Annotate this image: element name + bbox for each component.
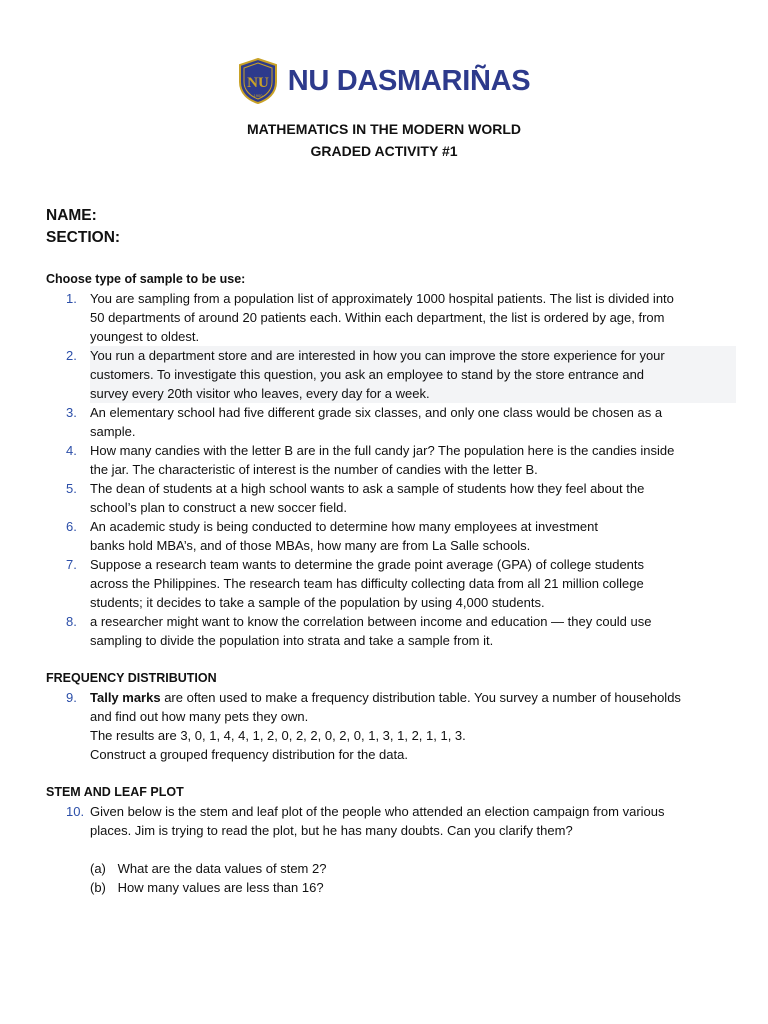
- list-item: [46, 688, 736, 764]
- item-text: the jar. The characteristic of interest is the number of candies with the letter B.: [90, 462, 538, 477]
- sub-text: How many values are less than 16?: [117, 880, 324, 895]
- item-text: a researcher might want to know the correlation between income and education — they could use: [90, 614, 652, 629]
- item-text: Suppose a research team wants to determine the grade point average (GPA) of college students: [90, 557, 645, 572]
- item-text: school’s plan to construct a new soccer field.: [90, 500, 348, 515]
- name-label: NAME:: [46, 207, 97, 224]
- item-text: An academic study is being conducted to determine how many employees at investment: [90, 519, 598, 534]
- item-number: 3.: [66, 405, 77, 420]
- item-text: across the Philippines. The research team has difficulty collecting data from all 21 million college: [90, 576, 644, 591]
- item-text: The dean of students at a high school wants to ask a sample of students how they feel about the: [90, 481, 645, 496]
- list-item: [46, 346, 736, 403]
- item-number: 7.: [66, 557, 77, 572]
- sub-question: [90, 859, 736, 878]
- document-body: [46, 270, 736, 897]
- list-item: [46, 289, 736, 346]
- sub-label: (b): [90, 880, 106, 895]
- sub-question-list: [90, 859, 736, 897]
- section-label: SECTION:: [46, 229, 121, 246]
- list-item: [46, 479, 736, 517]
- item-text: youngest to oldest.: [90, 329, 200, 344]
- item-text: 50 departments of around 20 patients each. Within each department, the list is ordered by age, from: [90, 310, 665, 325]
- item-text: An elementary school had five different grade six classes, and only one class would be chosen as a: [90, 405, 663, 420]
- seal-year: 1900: [253, 93, 263, 98]
- list-item: [46, 441, 736, 479]
- item-text: survey every 20th visitor who leaves, every day for a week.: [90, 384, 736, 403]
- item-number: 2.: [66, 348, 77, 363]
- item-text: are often used to make a frequency distribution table. You survey a number of households: [160, 690, 681, 705]
- seal-letters: NU: [246, 75, 269, 91]
- item-text: The results are 3, 0, 1, 4, 4, 1, 2, 0, 2, 2, 0, 2, 0, 1, 3, 1, 2, 1, 1, 3.: [90, 728, 466, 743]
- course-title: MATHEMATICS IN THE MODERN WORLD: [246, 121, 521, 137]
- item-text: students; it decides to take a sample of the population by using 4,000 students.: [90, 595, 545, 610]
- list-item: [46, 403, 736, 441]
- sampling-heading: Choose type of sample to be use:: [46, 272, 246, 286]
- item-text: sampling to divide the population into strata and take a sample from it.: [90, 633, 494, 648]
- document-header: [0, 58, 768, 104]
- item-number: 9.: [66, 690, 77, 705]
- university-seal-icon: [238, 58, 278, 104]
- stem-leaf-heading: STEM AND LEAF PLOT: [46, 785, 184, 799]
- item-text: Construct a grouped frequency distribution for the data.: [90, 747, 408, 762]
- list-item: [46, 555, 736, 612]
- sampling-question-list: [46, 289, 736, 650]
- stem-leaf-question-list: [46, 802, 736, 897]
- org-name: NU DASMARIÑAS: [287, 64, 531, 97]
- item-text: You are sampling from a population list of approximately 1000 hospital patients. The list is divided into: [90, 291, 674, 306]
- frequency-heading: FREQUENCY DISTRIBUTION: [46, 671, 217, 685]
- item-number: 5.: [66, 481, 77, 496]
- item-text: How many candies with the letter B are in the full candy jar? The population here is the candies inside: [90, 443, 675, 458]
- list-item: [46, 517, 736, 555]
- student-info-fields: [46, 205, 120, 249]
- item-number: 1.: [66, 291, 77, 306]
- list-item: [46, 802, 736, 897]
- item-text: banks hold MBA’s, and of those MBAs, how many are from La Salle schools.: [90, 538, 531, 553]
- item-number: 8.: [66, 614, 77, 629]
- item-text: sample.: [90, 424, 136, 439]
- item-text: Given below is the stem and leaf plot of the people who attended an election campaign from various: [90, 804, 665, 819]
- sub-label: (a): [90, 861, 106, 876]
- item-number: 6.: [66, 519, 77, 534]
- activity-title: GRADED ACTIVITY #1: [310, 143, 458, 159]
- frequency-question-list: [46, 688, 736, 764]
- item-text: You run a department store and are interested in how you can improve the store experience for your: [90, 346, 736, 365]
- item-text: customers. To investigate this question, you ask an employee to stand by the store entrance and: [90, 365, 736, 384]
- item-number: 4.: [66, 443, 77, 458]
- sub-question: [90, 878, 736, 897]
- list-item: [46, 612, 736, 650]
- item-text: places. Jim is trying to read the plot, but he has many doubts. Can you clarify them?: [90, 823, 573, 838]
- item-text: and find out how many pets they own.: [90, 709, 309, 724]
- item-number: 10.: [66, 804, 85, 819]
- sub-text: What are the data values of stem 2?: [117, 861, 327, 876]
- bold-term: Tally marks: [90, 690, 161, 705]
- document-titles: [0, 118, 768, 162]
